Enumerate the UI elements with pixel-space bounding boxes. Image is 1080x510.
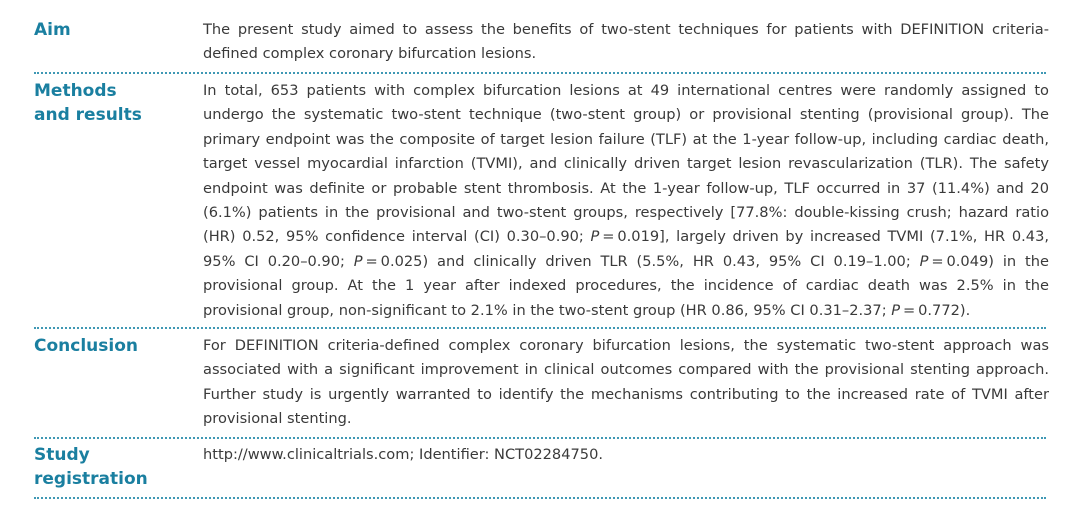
section-divider	[34, 327, 1046, 329]
conclusion-heading-text: Conclusion	[34, 336, 138, 356]
methods-results-heading	[34, 79, 194, 127]
aim-heading-text: Aim	[34, 20, 71, 40]
registration-heading	[34, 443, 194, 491]
registration-heading-line2: registration	[34, 469, 148, 489]
aim-heading	[34, 18, 194, 42]
methods-heading-line2: and results	[34, 105, 142, 125]
methods-results-text: In total, 653 patients with complex bifurcation lesions at 49 international centres were randomly assigned to undergo the systematic two-stent technique (two-stent group) or provisional stenting (provisional group). The primary endpoint was the composite of target lesion failure (TLF) at the 1-year follow-up, including cardiac death, target vessel myocardial infarction (TVMI), and clinically driven target lesion revascularization (TLR). The safety endpoint was definite or probable stent thrombosis. At the 1-year follow-up, TLF occurred in 37 (11.4%) and 20 (6.1%) patients in the provisional and two-stent groups, respectively [77.8%: double-kissing crush; hazard ratio (HR) 0.52, 95% confidence interval (CI) 0.30–0.90; P = 0.019], largely driven by increased TVMI (7.1%, HR 0.43, 95% CI 0.20–0.90; P = 0.025) and clinically driven TLR (5.5%, HR 0.43, 95% CI 0.19–1.00; P = 0.049) in the provisional group. At the 1 year after indexed procedures, the incidence of cardiac death was 2.5% in the provisional group, non-significant to 2.1% in the two-stent group (HR 0.86, 95% CI 0.31–2.37; P = 0.772).	[203, 82, 1049, 319]
conclusion-heading	[34, 334, 194, 358]
section-divider	[34, 437, 1046, 439]
methods-heading-line1: Methods	[34, 81, 117, 101]
conclusion-text: For DEFINITION criteria-defined complex coronary bifurcation lesions, the systematic two-stent approach was associated with a significant improvement in clinical outcomes compared with the provisional stenting approach. Further study is urgently warranted to identify the mechanisms contributing to the increased rate of TVMI after provisional stenting.	[203, 337, 1049, 428]
registration-heading-line1: Study	[34, 445, 90, 465]
section-divider	[34, 497, 1046, 499]
registration-text: http://www.clinicaltrials.com; Identifier: NCT02284750.	[203, 446, 603, 463]
aim-text: The present study aimed to assess the benefits of two-stent techniques for patients with DEFINITION criteria-defined complex coronary bifurcation lesions.	[203, 21, 1049, 63]
section-divider	[34, 72, 1046, 74]
